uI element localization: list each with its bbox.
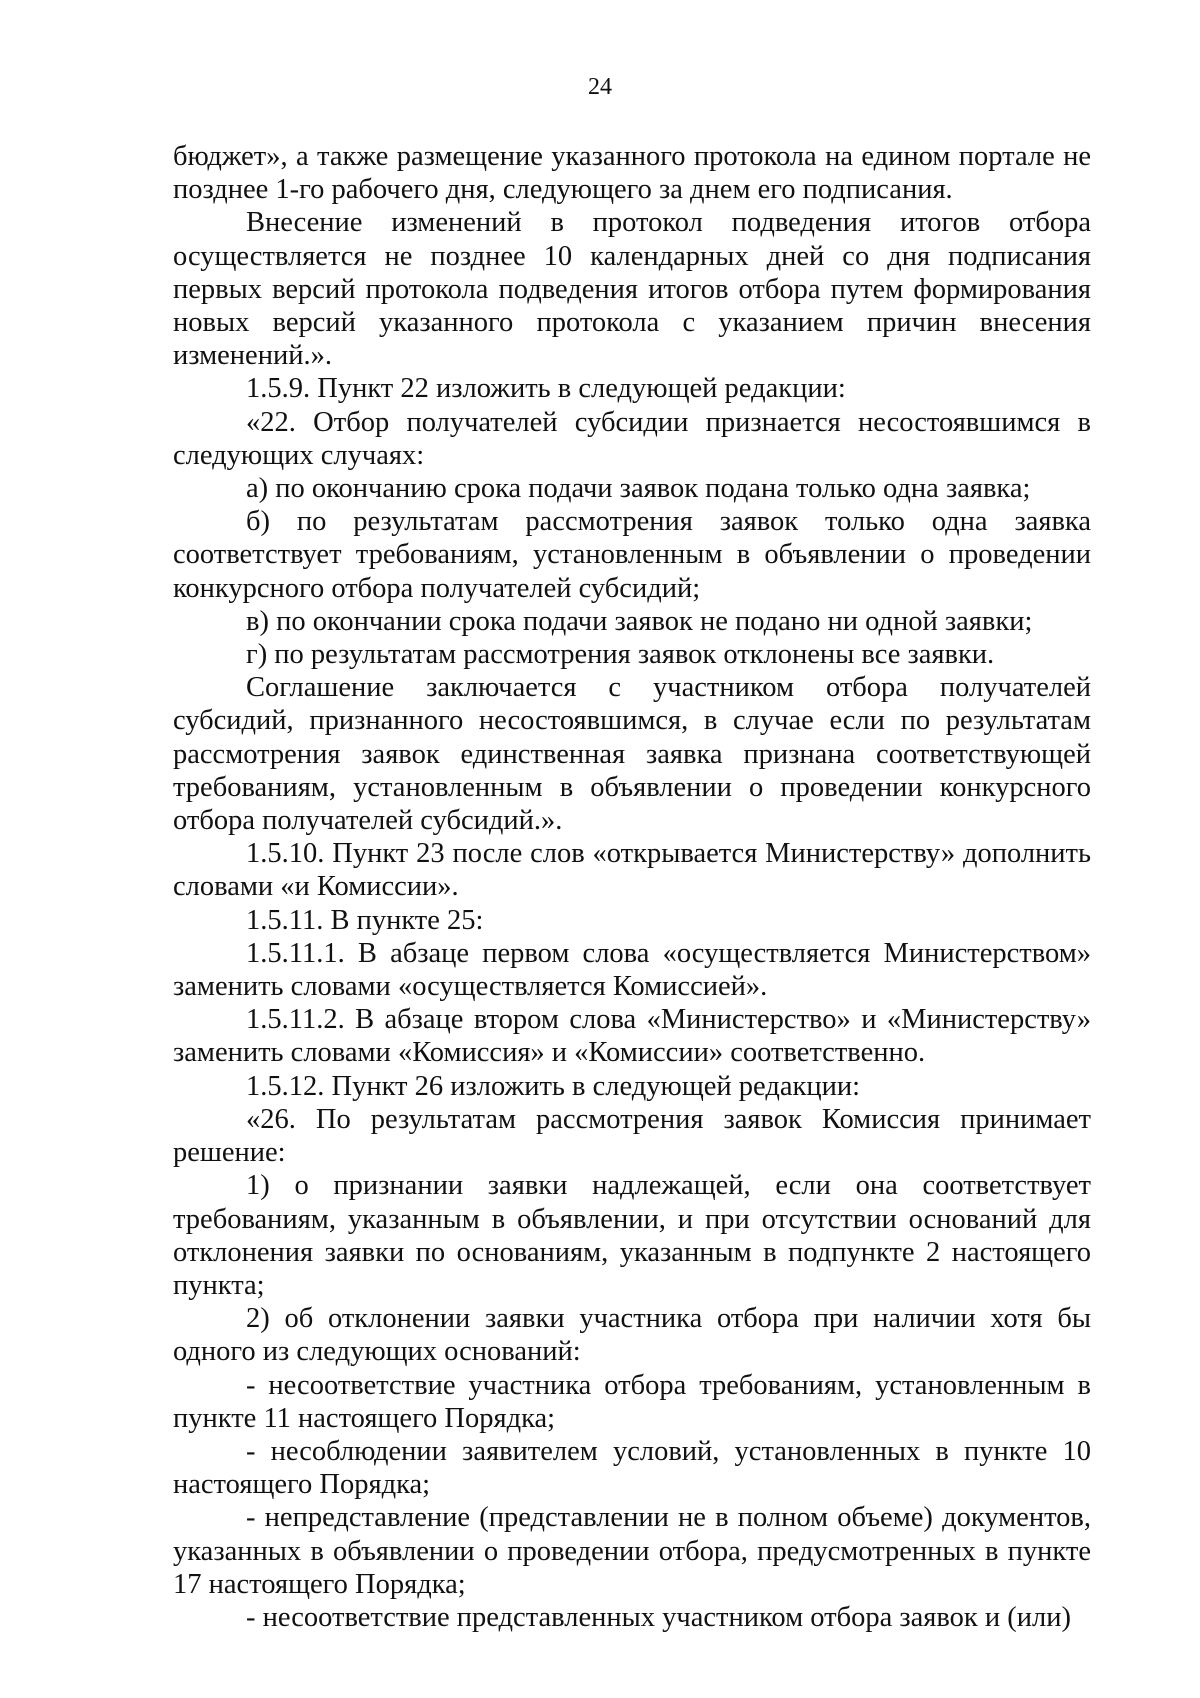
document-body (173, 140, 1091, 1634)
paragraph-4: «22. Отбор получателей субсидии признается несостоявшимся в следующих случаях: (173, 406, 1091, 471)
paragraph-8: г) по результатам рассмотрения заявок отклонены все заявки. (246, 639, 995, 671)
paragraph-16: 1) о признании заявки надлежащей, если она соответствует требованиям, указанным в объявлении, и при отсутствии оснований для отклонения заявки по основаниям, указанным в подпункте 2 настоящего пункта; (173, 1170, 1091, 1301)
paragraph-3: 1.5.9. Пункт 22 изложить в следующей редакции: (246, 373, 846, 405)
paragraph-13: 1.5.11.2. В абзаце втором слова «Министерство» и «Министерству» заменить словами «Комиссия» и «Комиссии» соответственно. (173, 1004, 1091, 1069)
paragraph-14: 1.5.12. Пункт 26 изложить в следующей редакции: (246, 1070, 860, 1102)
paragraph-12: 1.5.11.1. В абзаце первом слова «осуществляется Министерством» заменить словами «осуществляется Комиссией». (173, 937, 1091, 1003)
paragraph-10: 1.5.10. Пункт 23 после слов «открывается Министерству» дополнить словами «и Комиссии». (173, 838, 1091, 903)
paragraph-19: - несоблюдении заявителем условий, установленных в пункте 10 настоящего Порядка; (173, 1435, 1091, 1501)
page-number: 24 (588, 74, 612, 100)
paragraph-15: «26. По результатам рассмотрения заявок Комиссия принимает решение: (173, 1103, 1091, 1169)
paragraph-17: 2) об отклонении заявки участника отбора при наличии хотя бы одного из следующих оснований: (173, 1303, 1091, 1368)
paragraph-7: в) по окончании срока подачи заявок не подано ни одной заявки; (246, 605, 1033, 637)
paragraph-18: - несоответствие участника отбора требованиям, установленным в пункте 11 настоящего Порядка; (173, 1369, 1091, 1434)
paragraph-5: а) по окончанию срока подачи заявок подана только одна заявка; (246, 473, 1031, 505)
paragraph-11: 1.5.11. В пункте 25: (246, 904, 484, 936)
paragraph-20: - непредставление (представлении не в полном объеме) документов, указанных в объявлении о проведении отбора, предусмотренных в пункте 17 настоящего Порядка; (173, 1502, 1091, 1600)
paragraph-21: - несоответствие представленных участником отбора заявок и (или) (246, 1601, 1071, 1633)
paragraph-1: бюджет», а также размещение указанного протокола на едином портале не позднее 1-го рабочего дня, следующего за днем его подписания. (173, 141, 1091, 206)
paragraph-6: б) по результатам рассмотрения заявок только одна заявка соответствует требованиям, установленным в объявлении о проведении конкурсного отбора получателей субсидий; (173, 506, 1091, 604)
paragraph-9: Соглашение заключается с участником отбора получателей субсидий, признанного несостоявшимся, в случае если по результатам рассмотрения заявок единственная заявка признана соответствующей требованиям, установленным в объявлении о проведении конкурсного отбора получателей субсидий.». (173, 672, 1091, 837)
paragraph-2: Внесение изменений в протокол подведения итогов отбора осуществляется не позднее 10 календарных дней со дня подписания первых версий протокола подведения итогов отбора путем формирования новых версий указанного протокола с указанием причин внесения изменений.». (173, 207, 1091, 372)
